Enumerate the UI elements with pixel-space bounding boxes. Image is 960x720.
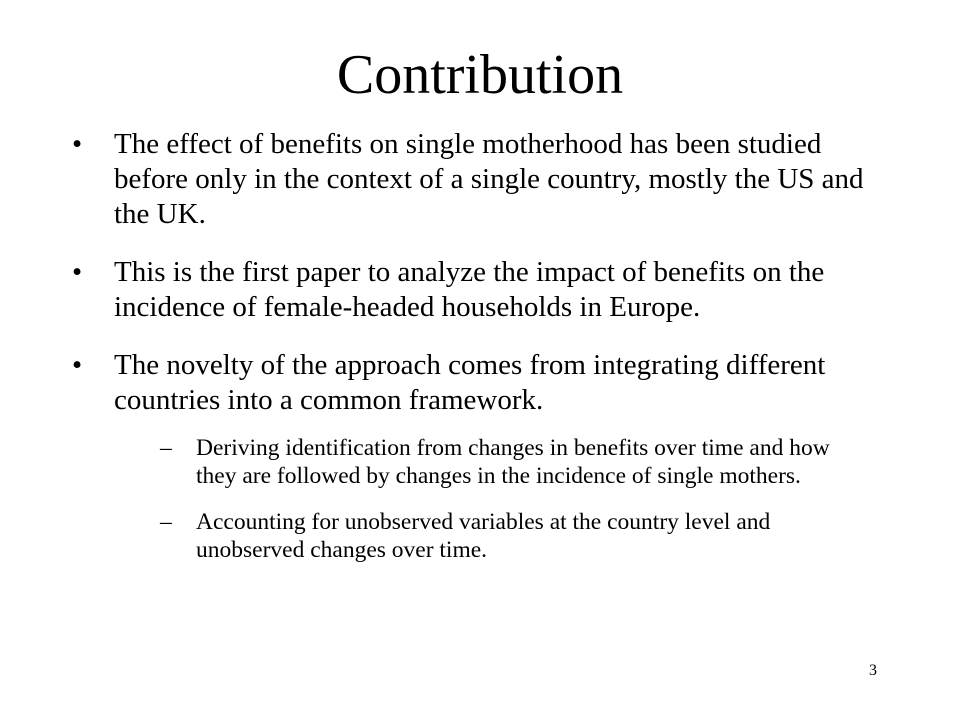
sub-bullet-item <box>114 508 872 564</box>
sub-bullet-text: Deriving identification from changes in benefits over time and how they are followed by changes in the incidence of single mothers. <box>196 435 830 489</box>
bullet-text: The effect of benefits on single motherhood has been studied before only in the context of a single country, mostly the US and the UK. <box>114 128 864 230</box>
bullet-list <box>72 127 872 587</box>
sub-bullet-marker: – <box>160 435 172 461</box>
sub-bullet-item <box>114 434 872 490</box>
bullet-marker: • <box>72 128 83 160</box>
sub-bullet-text: Accounting for unobserved variables at the country level and unobserved changes over time. <box>196 509 771 563</box>
sub-bullet-marker: – <box>160 509 172 535</box>
bullet-text: The novelty of the approach comes from integrating different countries into a common framework. <box>114 349 826 416</box>
bullet-item <box>72 255 872 325</box>
bullet-text: This is the first paper to analyze the impact of benefits on the incidence of female-headed households in Europe. <box>114 256 825 323</box>
bullet-item <box>72 348 872 564</box>
sub-bullet-list <box>114 434 872 564</box>
bullet-item <box>72 127 872 232</box>
page-number: 3 <box>869 662 877 679</box>
slide-title: Contribution <box>336 44 624 106</box>
bullet-marker: • <box>72 349 83 381</box>
bullet-marker: • <box>72 256 83 288</box>
